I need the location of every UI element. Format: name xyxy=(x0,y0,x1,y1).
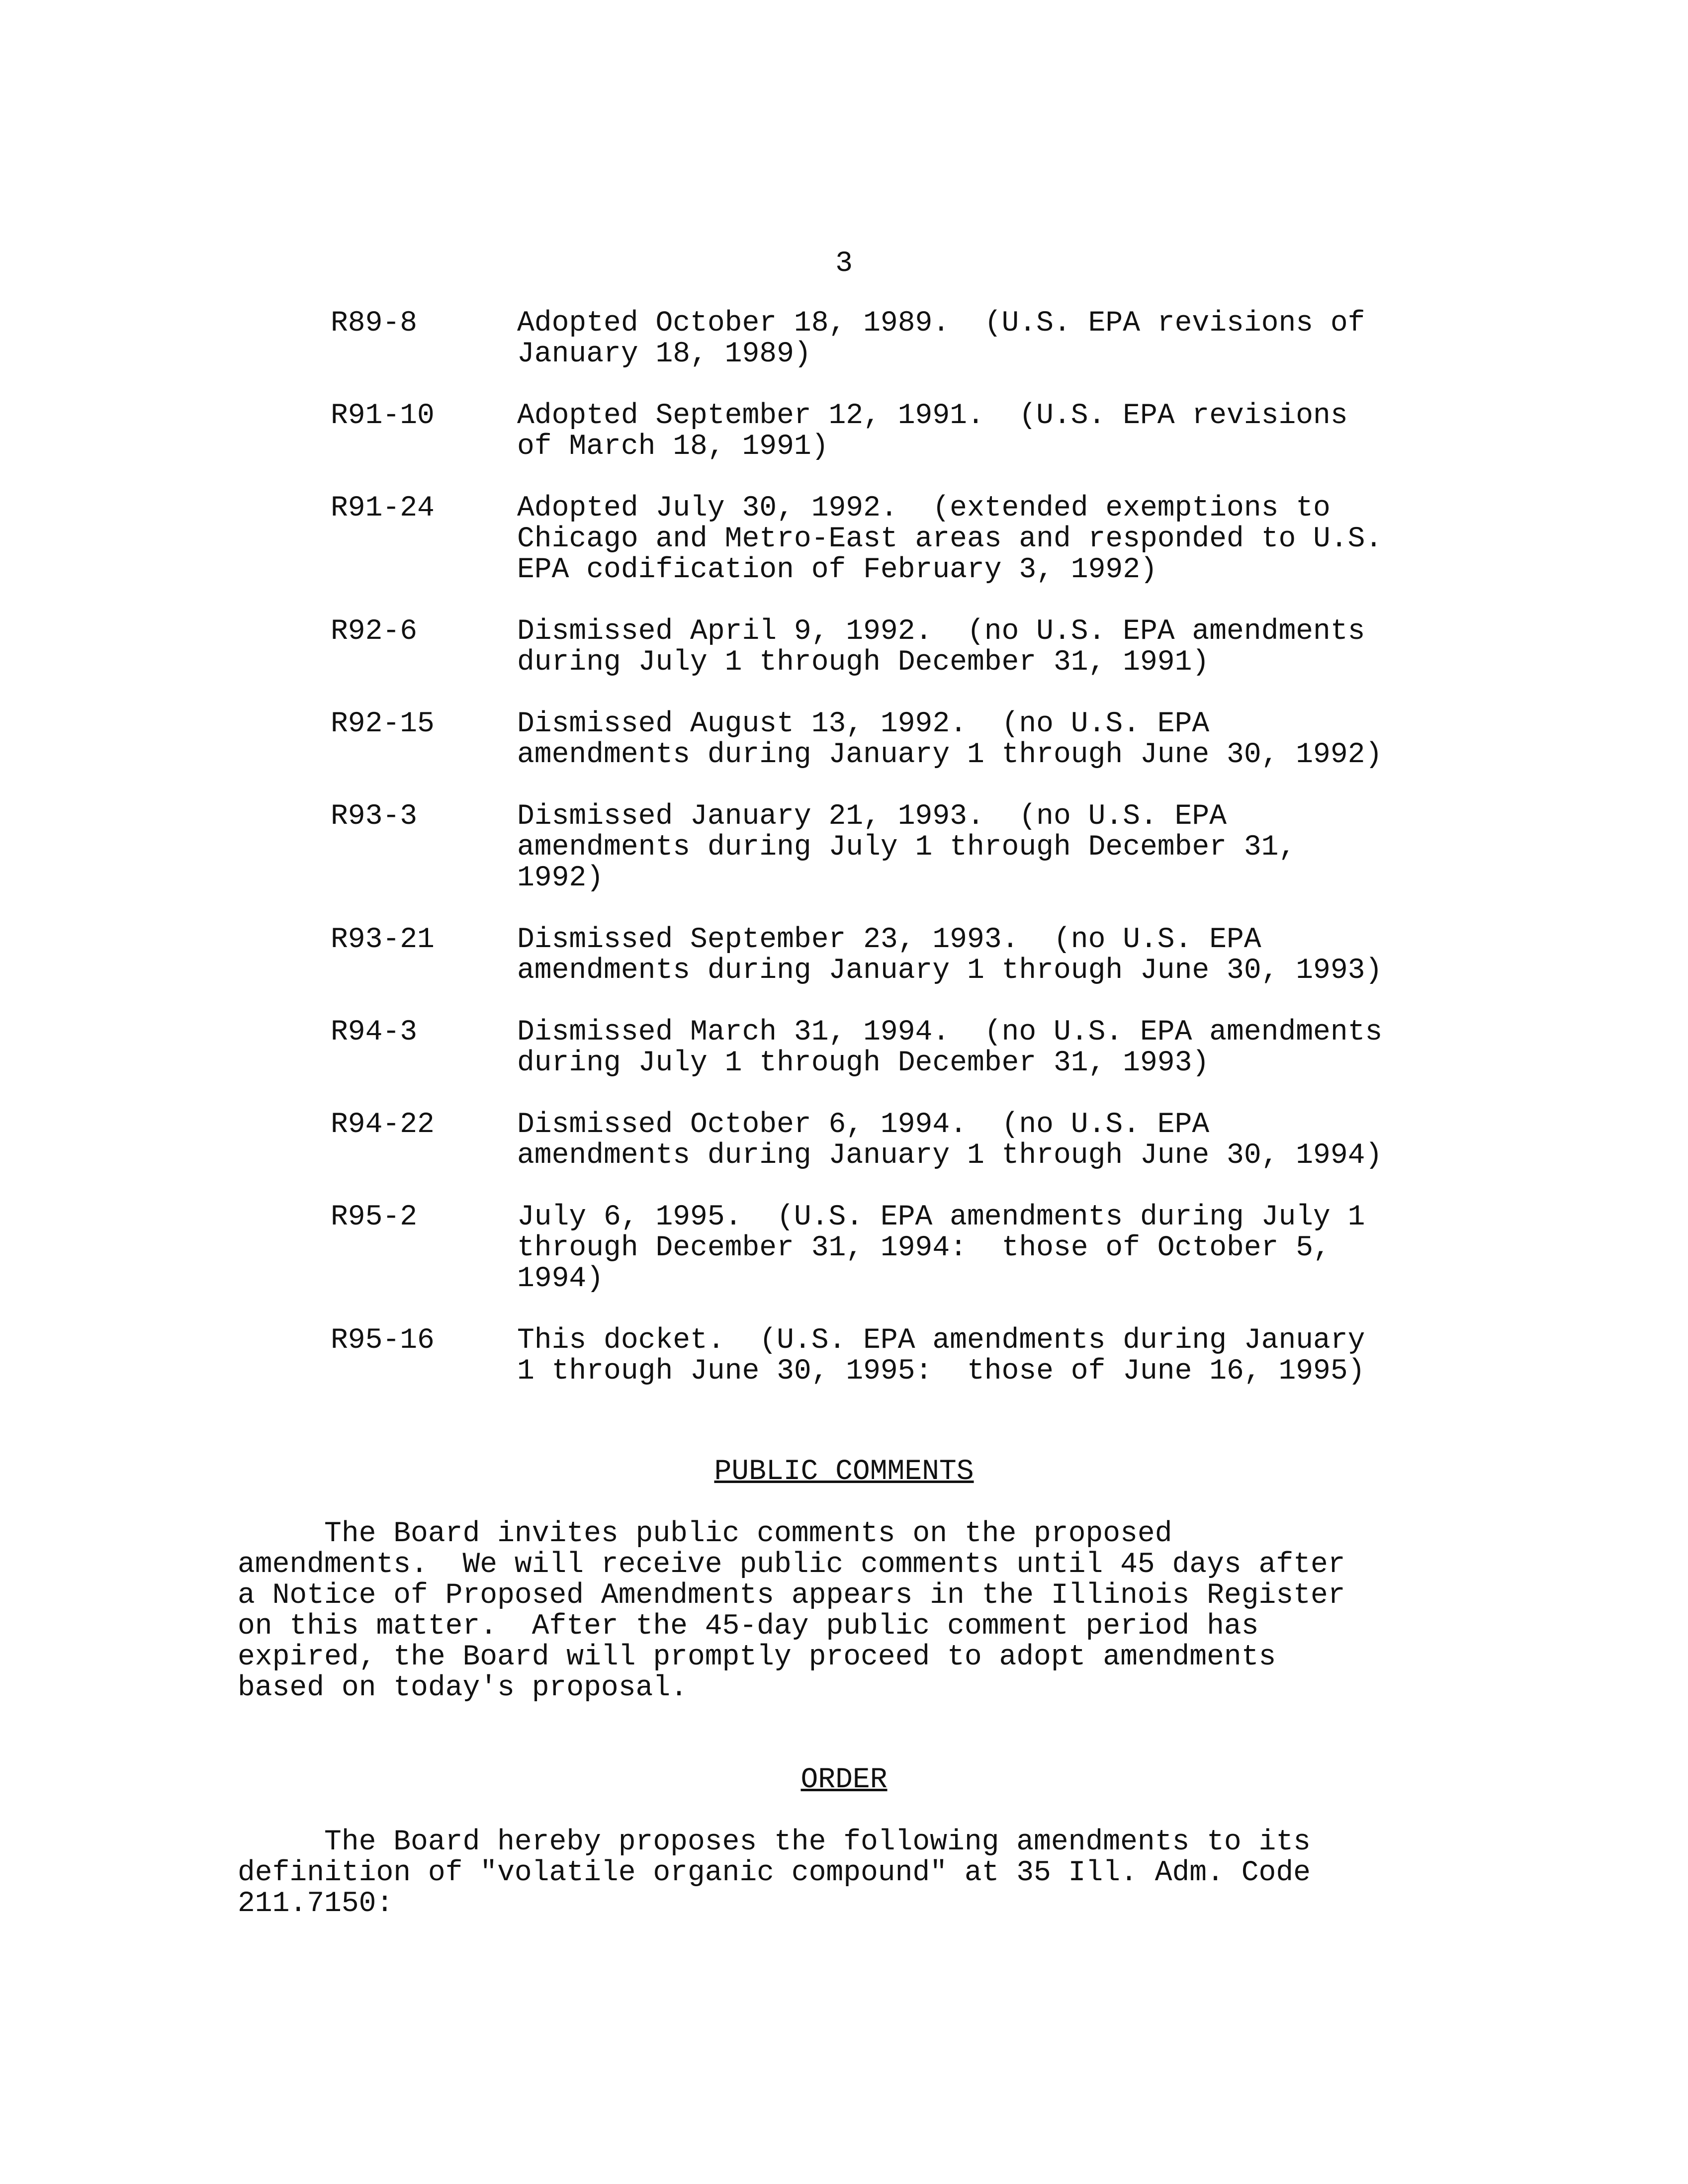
history-entry xyxy=(331,801,1504,894)
docket-description xyxy=(517,493,1504,586)
description-line: January 18, 1989) xyxy=(517,338,811,370)
description-line: EPA codification of February 3, 1992) xyxy=(517,554,1157,586)
docket-number: R95-2 xyxy=(331,1201,418,1233)
paragraph-line: expired, the Board will promptly proceed to adopt amendments xyxy=(238,1641,1276,1673)
paragraph-line: The Board invites public comments on the proposed xyxy=(238,1518,1172,1550)
history-entry xyxy=(331,925,1504,986)
history-entry xyxy=(331,1202,1504,1295)
history-entry xyxy=(331,493,1504,586)
docket-number: R92-6 xyxy=(331,615,418,648)
public-comments-heading: PUBLIC COMMENTS xyxy=(714,1456,974,1488)
paragraph-line: a Notice of Proposed Amendments appears in the Illinois Register xyxy=(238,1579,1345,1612)
description-line: during July 1 through December 31, 1991) xyxy=(517,646,1210,679)
paragraph-line: definition of "volatile organic compound" at 35 Ill. Adm. Code xyxy=(238,1857,1311,1889)
docket-description xyxy=(517,1110,1504,1171)
paragraph-line: on this matter. After the 45-day public comment period has xyxy=(238,1610,1259,1643)
description-line: Dismissed April 9, 1992. (no U.S. EPA amendments xyxy=(517,615,1365,648)
docket-description xyxy=(517,1017,1504,1079)
description-line: Adopted September 12, 1991. (U.S. EPA revisions xyxy=(517,400,1348,432)
public-comments-paragraph xyxy=(238,1519,1481,1704)
description-line: amendments during January 1 through June 30, 1992) xyxy=(517,739,1383,771)
description-line: Chicago and Metro-East areas and responded to U.S. xyxy=(517,523,1383,555)
history-entry xyxy=(331,308,1504,370)
regulatory-history-list xyxy=(331,308,1504,1418)
docket-description xyxy=(517,925,1504,986)
order-heading: ORDER xyxy=(800,1764,888,1796)
description-line: during July 1 through December 31, 1993) xyxy=(517,1047,1210,1079)
docket-number: R93-21 xyxy=(331,924,435,956)
description-line: Dismissed August 13, 1992. (no U.S. EPA xyxy=(517,708,1210,740)
paragraph-line: 211.7150: xyxy=(238,1888,394,1920)
history-entry xyxy=(331,1110,1504,1171)
history-entry xyxy=(331,1325,1504,1387)
paragraph-line: amendments. We will receive public comments until 45 days after xyxy=(238,1549,1345,1581)
docket-number: R91-10 xyxy=(331,400,435,432)
description-line: Adopted October 18, 1989. (U.S. EPA revisions of xyxy=(517,307,1365,340)
description-line: This docket. (U.S. EPA amendments during January xyxy=(517,1324,1365,1357)
docket-description xyxy=(517,1202,1504,1295)
docket-description xyxy=(517,308,1504,370)
history-entry xyxy=(331,401,1504,462)
description-line: 1 through June 30, 1995: those of June 16, 1995) xyxy=(517,1355,1365,1388)
description-line: Adopted July 30, 1992. (extended exemptions to xyxy=(517,492,1331,524)
description-line: Dismissed January 21, 1993. (no U.S. EPA xyxy=(517,800,1227,833)
paragraph-line: based on today's proposal. xyxy=(238,1672,688,1704)
docket-description xyxy=(517,801,1504,894)
docket-number: R89-8 xyxy=(331,307,418,340)
docket-number: R95-16 xyxy=(331,1324,435,1357)
description-line: amendments during July 1 through December 31, xyxy=(517,831,1296,864)
description-line: 1994) xyxy=(517,1263,604,1295)
page-number: 3 xyxy=(835,248,853,280)
paragraph-line: The Board hereby proposes the following amendments to its xyxy=(238,1826,1311,1858)
history-entry xyxy=(331,616,1504,678)
docket-description xyxy=(517,709,1504,771)
history-entry xyxy=(331,1017,1504,1079)
docket-description xyxy=(517,616,1504,678)
docket-description xyxy=(517,1325,1504,1387)
description-line: Dismissed March 31, 1994. (no U.S. EPA amendments xyxy=(517,1016,1383,1048)
description-line: through December 31, 1994: those of October 5, xyxy=(517,1232,1331,1264)
docket-number: R91-24 xyxy=(331,492,435,524)
docket-description xyxy=(517,401,1504,462)
docket-number: R92-15 xyxy=(331,708,435,740)
docket-number: R94-3 xyxy=(331,1016,418,1048)
description-line: of March 18, 1991) xyxy=(517,431,829,463)
order-paragraph xyxy=(238,1827,1481,1920)
description-line: amendments during January 1 through June 30, 1993) xyxy=(517,955,1383,987)
description-line: July 6, 1995. (U.S. EPA amendments during July 1 xyxy=(517,1201,1365,1233)
history-entry xyxy=(331,709,1504,771)
description-line: amendments during January 1 through June 30, 1994) xyxy=(517,1139,1383,1172)
docket-number: R94-22 xyxy=(331,1109,435,1141)
description-line: Dismissed September 23, 1993. (no U.S. EPA xyxy=(517,924,1261,956)
docket-number: R93-3 xyxy=(331,800,418,833)
description-line: Dismissed October 6, 1994. (no U.S. EPA xyxy=(517,1109,1210,1141)
description-line: 1992) xyxy=(517,862,604,894)
